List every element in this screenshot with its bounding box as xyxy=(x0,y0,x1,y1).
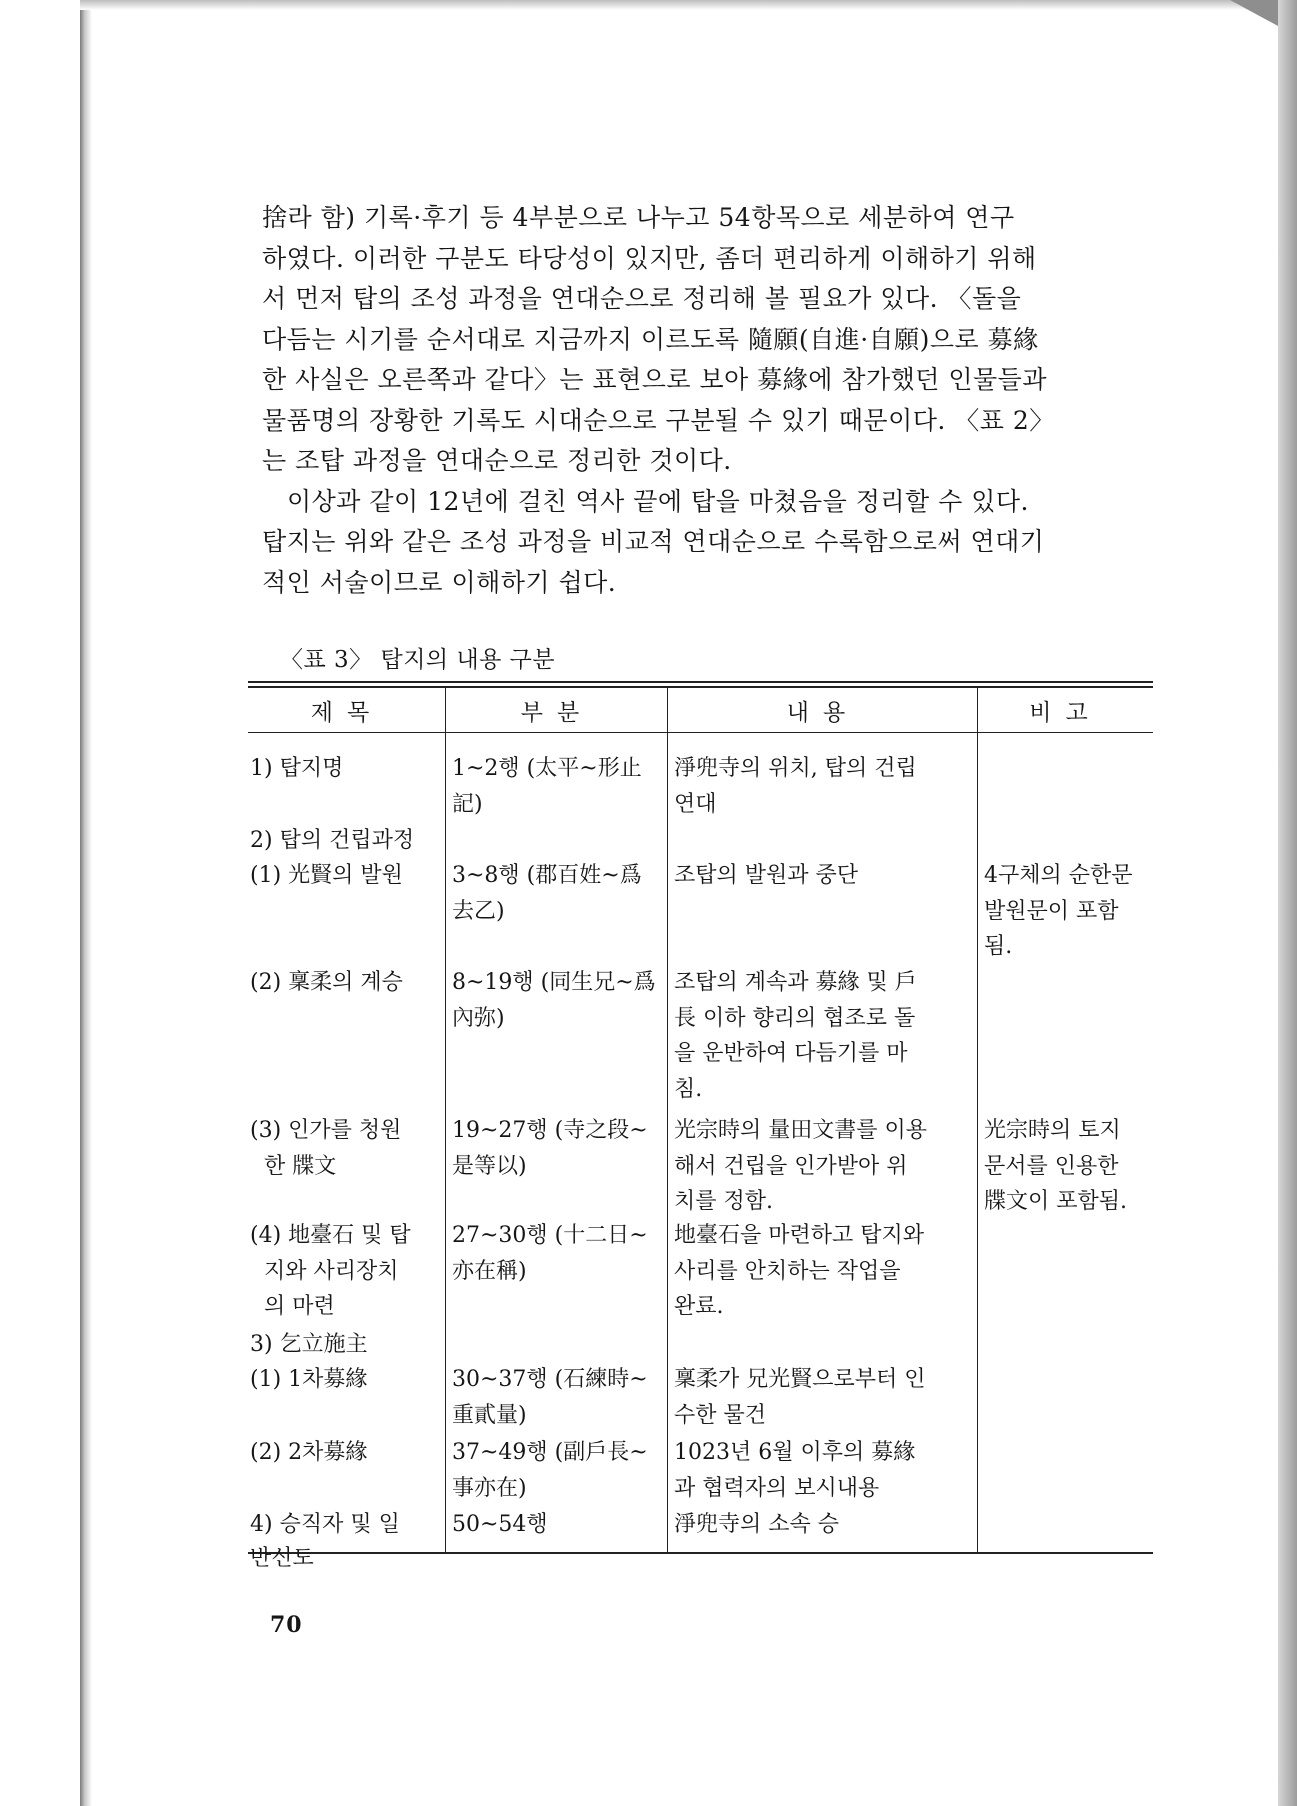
page-number: 70 xyxy=(270,1612,303,1638)
text-line: 서 먼저 탑의 조성 과정을 연대순으로 정리해 볼 필요가 있다. 〈돌을 xyxy=(262,284,1022,313)
table-top-rule xyxy=(248,681,1153,688)
header-part: 부분 xyxy=(520,699,594,726)
cell-content: 地臺石을 마련하고 탑지와 사리를 안치하는 작업을 완료. xyxy=(674,1223,925,1319)
header-note: 비고 xyxy=(1029,699,1102,726)
cell-note xyxy=(978,1435,1153,1506)
table-row xyxy=(248,1218,1153,1325)
cell-part: 1~2행 (太平~形止 記) xyxy=(452,756,642,817)
cell-title: 1) 탑지명 xyxy=(250,756,344,781)
cell-title: (1) 1차募緣 xyxy=(250,1367,368,1392)
table-row xyxy=(248,965,1153,1107)
cell-note xyxy=(978,1362,1153,1433)
table-caption: 〈표 3〉 탑지의 내용 구분 xyxy=(280,647,556,673)
text-line: 탑지는 위와 같은 조성 과정을 비교적 연대순으로 수록함으로써 연대기 xyxy=(262,527,1045,556)
cell-content: 조탑의 발원과 중단 xyxy=(674,863,859,888)
page-top-shadow xyxy=(80,0,1280,10)
text-line: 捨라 함) 기록·후기 등 4부분으로 나누고 54항목으로 세분하여 연구 xyxy=(262,203,1015,232)
content-table xyxy=(248,681,1153,1571)
page-binding-shadow xyxy=(80,0,92,1806)
cell-content: 조탑의 계속과 募緣 및 戶 長 이하 향리의 협조로 돌 을 운반하여 다듬기를 마 침. xyxy=(674,970,917,1102)
cell-title: (4) 地臺石 및 탑 지와 사리장치 의 마련 xyxy=(250,1223,411,1319)
table-row xyxy=(248,751,1153,822)
cell-content: 淨兜寺의 소속 승 xyxy=(674,1512,839,1537)
cell-part: 19~27행 (寺之段~ 是等以) xyxy=(452,1118,648,1179)
table-row xyxy=(248,1508,1153,1576)
cell-note: 光宗時의 토지 문서를 인용한 牒文이 포함됨. xyxy=(984,1118,1127,1214)
header-title: 제목 xyxy=(310,699,384,726)
table-row xyxy=(248,823,1153,859)
text-line: 는 조탑 과정을 연대순으로 정리한 것이다. xyxy=(262,446,732,475)
cell-part: 30~37행 (石練時~ 重貳量) xyxy=(452,1367,648,1428)
cell-title: 4) 승직자 및 일 반신도 xyxy=(250,1512,400,1571)
text-line: 이상과 같이 12년에 걸친 역사 끝에 탑을 마쳤음을 정리할 수 있다. xyxy=(287,486,1029,516)
page-corner-fold xyxy=(1230,0,1278,26)
table-row xyxy=(248,1435,1153,1506)
text-line: 다듬는 시기를 순서대로 지금까지 이르도록 隨願(自進·自願)으로 募緣 xyxy=(262,324,1039,354)
table-row xyxy=(248,1113,1153,1220)
paragraph-1 xyxy=(262,198,1157,482)
cell-part: 50~54행 xyxy=(452,1512,548,1537)
cell-content: 1023년 6월 이후의 募緣 과 협력자의 보시내용 xyxy=(674,1440,916,1501)
cell-title: (3) 인가를 청원 한 牒文 xyxy=(250,1118,402,1179)
cell-content: 光宗時의 量田文書를 이용 해서 건립을 인가받아 위 치를 정함. xyxy=(674,1118,927,1214)
cell-title: (2) 稟柔의 계승 xyxy=(250,970,403,995)
cell-part: 3~8행 (郡百姓~爲 去乙) xyxy=(452,863,642,924)
cell-note xyxy=(978,1508,1153,1576)
cell-part: 8~19행 (同生兄~爲 內弥) xyxy=(452,970,656,1031)
cell-part xyxy=(446,823,668,859)
cell-content: 稟柔가 兄光賢으로부터 인 수한 물건 xyxy=(674,1367,926,1428)
cell-part: 37~49행 (副戶長~ 事亦在) xyxy=(452,1440,648,1501)
cell-title: 3) 乞立施主 xyxy=(250,1332,368,1357)
table-row xyxy=(248,1362,1153,1433)
text-line: 한 사실은 오른쪽과 같다〉는 표현으로 보아 募緣에 참가했던 인물들과 xyxy=(262,365,1047,394)
cell-title: (1) 光賢의 발원 xyxy=(250,863,403,888)
cell-note xyxy=(978,823,1153,859)
cell-note: 4구체의 순한문 발원문이 포함 됨. xyxy=(984,863,1133,959)
text-line: 물품명의 장황한 기록도 시대순으로 구분될 수 있기 때문이다. 〈표 2〉 xyxy=(262,405,1055,435)
cell-note xyxy=(978,965,1153,1107)
cell-content xyxy=(668,1327,978,1363)
cell-note xyxy=(978,1327,1153,1363)
table-row xyxy=(248,858,1153,965)
table-header-row xyxy=(248,688,1153,732)
text-line: 적인 서술이므로 이해하기 쉽다. xyxy=(262,567,617,597)
table-row xyxy=(248,1327,1153,1363)
cell-note xyxy=(978,1218,1153,1325)
cell-title: 2) 탑의 건립과정 xyxy=(250,828,415,853)
cell-part: 27~30행 (十二日~ 亦在稱) xyxy=(452,1223,648,1284)
header-content: 내용 xyxy=(786,699,860,726)
cell-title: (2) 2차募緣 xyxy=(250,1440,368,1465)
cell-content: 淨兜寺의 위치, 탑의 건립 연대 xyxy=(674,756,917,817)
cell-note xyxy=(978,751,1153,822)
cell-content xyxy=(668,823,978,859)
text-line: 하였다. 이러한 구분도 타당성이 있지만, 좀더 편리하게 이해하기 위해 xyxy=(262,243,1037,273)
paragraph-2 xyxy=(262,482,1157,604)
table-body xyxy=(248,733,1153,1571)
body-text xyxy=(262,198,1157,603)
cell-part xyxy=(446,1327,668,1363)
page-right-edge xyxy=(1278,0,1297,1806)
